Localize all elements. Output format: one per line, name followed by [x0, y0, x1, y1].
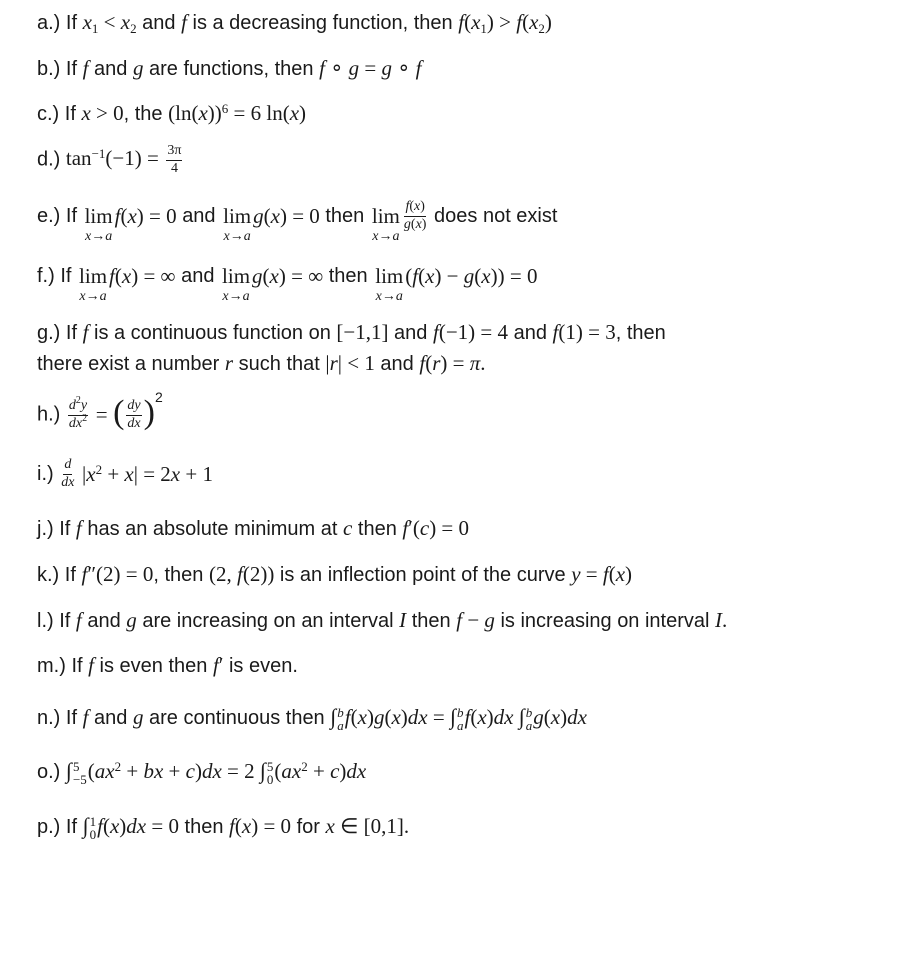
- statement-g-label: g.): [37, 322, 61, 344]
- statement-m-label: m.): [37, 655, 66, 677]
- statement-f-label: f.): [37, 265, 55, 287]
- statement-j: j.) If f has an absolute minimum at c then f′(c) = 0: [37, 516, 470, 540]
- statement-i-label: i.): [37, 463, 54, 486]
- statement-c: c.) If x > 0, the $(\ln(x))^6 = 6$ ln(x): [37, 100, 307, 125]
- statement-o-label: o.): [37, 761, 61, 783]
- statement-e-label: e.): [37, 205, 61, 227]
- statement-g: g.) If f is a continuous function on [−1,1] and f(−1) = 4 and f(1) = 3, then: [37, 320, 666, 344]
- statement-n: n.) If f and g are continuous then ∫ b a f(x)g(x)dx = ∫ b a f(x)dx ∫ b a g(x)dx: [37, 704, 587, 734]
- statement-d: d.) $\tan^{-1}(-1)$ = $\frac{3\pi}{4}$: [37, 143, 182, 176]
- statement-d-label: d.): [37, 148, 61, 171]
- statement-p: p.) If ∫ 1 0 f(x)dx = 0 then f(x) = 0 for x ∈ [0,1].: [37, 813, 410, 843]
- statement-p-label: p.): [37, 816, 61, 838]
- statement-n-label: n.): [37, 707, 61, 729]
- statement-o: o.) ∫ 5 −5 ($ax^2$ + bx + c)dx = 2 ∫ 5 0 $(ax^2 + c)dx$: [37, 758, 367, 788]
- statement-b-label: b.): [37, 58, 61, 80]
- statement-c-label: c.): [37, 103, 60, 125]
- statement-f: f.) If lim x→a f(x) = ∞ and lim x→a g(x) = ∞ then lim x→a (f(x) − g(x)) = 0: [37, 264, 538, 304]
- statement-k: k.) If f″(2) = 0, then (2, f(2)) is an inflection point of the curve y = f(x): [37, 562, 633, 586]
- statement-m: m.) If f is even then f′ is even.: [37, 653, 298, 677]
- statement-b: b.) If f and g are functions, then f ∘ g = g ∘ f: [37, 56, 422, 80]
- statement-k-label: k.): [37, 564, 60, 586]
- statement-i: i.) $\frac{d}{dx}$ $|x^2 + x| = 2x + 1$: [37, 457, 213, 490]
- statement-g-line2: there exist a number r such that |r| < 1 and f(r) = π.: [37, 351, 486, 375]
- statement-l-label: l.): [37, 610, 54, 632]
- statement-h: h.) $\frac{d^2y}{dx^2}$ = ( $\frac{dy}{dx}$ )$^2$: [37, 389, 163, 431]
- statement-j-label: j.): [37, 518, 54, 540]
- fraction-3pi-over-4: $\frac{3\pi}{4}$: [167, 143, 182, 176]
- statement-l: l.) If f and g are increasing on an interval I then f − g is increasing on interval I.: [37, 608, 728, 632]
- statement-a-label: a.): [37, 12, 61, 34]
- statement-a: a.) If $x_1 < x_2$ and f is a decreasing function, then $f(x_1) > f(x_2)$: [37, 10, 552, 36]
- statement-e: e.) If lim x→a f(x) = 0 and lim x→a g(x) = 0 then lim x→a $\frac{f(x)}{g(x)}$ does not exist: [37, 199, 558, 244]
- statement-h-label: h.): [37, 403, 61, 426]
